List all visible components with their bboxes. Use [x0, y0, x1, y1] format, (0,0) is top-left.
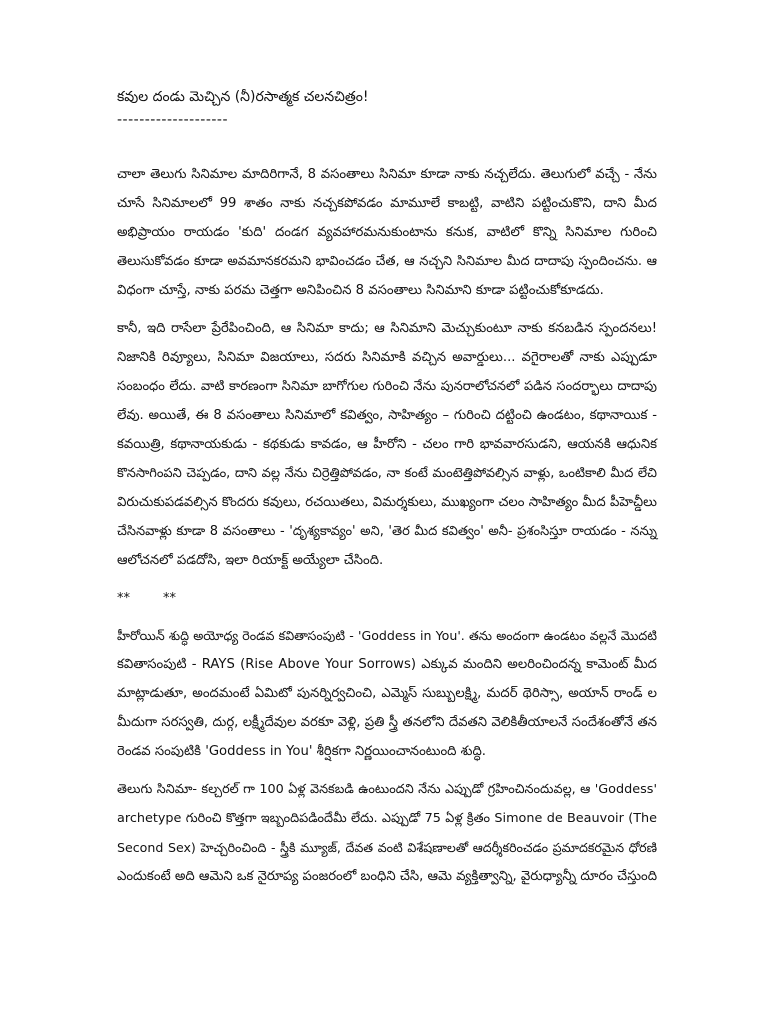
paragraph-line: అభిప్రాయం రాయడం 'కుది' దండగ వ్యవహారమనుకుంటాను కనుక, వాటిలో కొన్ని సినిమాల గురించి	[117, 225, 657, 240]
paragraph-line: చేసినవాళ్లు కూడా 8 వసంతాలు - 'దృశ్యకావ్యం' అని, 'తెర మీద కవిత్వం' అనీ- ప్రశంసిస్తూ రాయడం - నన్ను	[117, 524, 657, 539]
paragraph-line: చాలా తెలుగు సినిమాల మాదిరిగానే, 8 వసంతాలు సినిమా కూడా నాకు నచ్చలేదు. తెలుగులో వచ్చే - నేను	[117, 167, 657, 182]
paragraph-line: తెలుగు సినిమా- కల్చరల్ గా 100 ఏళ్ల వెనకబడి ఉంటుందని నేను ఎప్పుడో గ్రహించినందువల్ల, ఆ 'Goddess'	[117, 782, 657, 797]
paragraph-line: విరుచుకుపడవల్సిన కొందరు కవులు, రచయితలు, విమర్శకులు, ముఖ్యంగా చలం సాహిత్యం మీద పీహెచ్డీలు	[117, 495, 657, 510]
paragraph-line: రెండవ సంపుటికి 'Goddess in You' శీర్షికగా నిర్ణయించానంటుంది శుద్ధి.	[117, 744, 487, 759]
paragraph-1	[117, 160, 657, 305]
paragraph-line: మీదుగా సరస్వతి, దుర్గ, లక్ష్మీదేవుల వరకూ వెళ్లి, ప్రతి స్త్రీ తనలోని దేవతని వెలికితీయాలనే సందేశంతోనే తన	[117, 715, 657, 730]
section-separator: ** **	[117, 591, 177, 606]
title-underline-rule: --------------------	[117, 112, 229, 128]
document-title: కవుల దండు మెచ్చిన (నీ)రసాత్మక చలనచిత్రం!	[117, 89, 369, 105]
paragraph-3	[117, 621, 657, 766]
paragraph-line: ఆలోచనలో పడదోసి, ఇలా రియాక్ట్ అయ్యేలా చేసింది.	[117, 553, 384, 568]
paragraph-line: మాట్లాడుతూ, అందమంటే ఏమిటో పునర్నిర్వచించి, ఎమ్మెస్ సుబ్బులక్ష్మి, మదర్ థెరిస్సా, అయాన్ రాండ్ ల	[117, 686, 657, 701]
paragraph-line: హీరోయిన్ శుద్ధి అయోధ్య రెండవ కవితాసంపుటి - 'Goddess in You'. తను అందంగా ఉండటం వల్లనే మొదటి	[117, 628, 657, 643]
paragraph-line: కానీ, ఇది రాసేలా ప్రేరేపించింది, ఆ సినిమా కాదు; ఆ సినిమాని మెచ్చుకుంటూ నాకు కనబడిన స్పందనలు!	[117, 321, 657, 336]
document-page	[117, 86, 657, 900]
paragraph-line: archetype గురించి కొత్తగా ఇబ్బందిపడిందేమీ లేదు. ఎప్పుడో 75 ఏళ్ల క్రితం Simone de Beauvoir (The	[117, 811, 657, 826]
paragraph-line: కొనసాగింపని చెప్పడం, దాని వల్ల నేను చిర్రెత్తిపోవడం, నా కంటే మంటెత్తిపోవల్సిన వాళ్లు, ఒంటికాలి మీద లేచి	[117, 466, 657, 481]
paragraph-line: ఎందుకంటే అది ఆమెని ఒక నైరూప్య పంజరంలో బంధిని చేసి, ఆమె వ్యక్తిత్వాన్ని, వైరుధ్యాన్నీ దూరం చేస్తుంది	[117, 869, 658, 884]
paragraph-2	[117, 314, 657, 575]
paragraph-line: లేవు. అయితే, ఈ 8 వసంతాలు సినిమాలో కవిత్వం, సాహిత్యం – గురించి దట్టించి ఉండటం, కథానాయిక -	[117, 408, 657, 423]
paragraph-line: కవితాసంపుటి - RAYS (Rise Above Your Sorrows) ఎక్కువ మందిని అలరించిందన్న కామెంట్ మీద	[117, 657, 657, 672]
paragraph-4	[117, 775, 657, 891]
paragraph-line: Second Sex) హెచ్చరించింది - స్త్రీకి మ్యూజ్, దేవత వంటి విశేషణాలతో ఆదర్శీకరించడం ప్రమాదకరమైన ధోరణి	[117, 840, 657, 855]
paragraph-line: నిజానికి రివ్యూలు, సినిమా విజయాలు, సదరు సినిమాకి వచ్చిన అవార్డులు... వగైరాలతో నాకు ఎప్పుడూ	[117, 350, 657, 365]
paragraph-line: విధంగా చూస్తే, నాకు పరమ చెత్తగా అనిపించిన 8 వసంతాలు సినిమాని కూడా పట్టించుకోకూడదు.	[117, 283, 604, 298]
paragraph-line: తెలుసుకోవడం కూడా అవమానకరమని భావించడం చేత, ఆ నచ్చని సినిమాల మీద దాదాపు స్పందించను. ఆ	[117, 254, 657, 269]
paragraph-line: చూసే సినిమాలలో 99 శాతం నాకు నచ్చకపోవడం మామూలే కాబట్టి, వాటిని పట్టించుకొని, దాని మీద	[117, 196, 657, 211]
paragraph-line: సంబంధం లేదు. వాటి కారణంగా సినిమా బాగోగుల గురించి నేను పునరాలోచనలో పడిన సందర్భాలు దాదాపు	[117, 379, 657, 394]
paragraph-line: కవయిత్రి, కథానాయకుడు - కథకుడు కావడం, ఆ హీరోని - చలం గారి భావవారసుడని, ఆయనకి ఆధునిక	[117, 437, 657, 452]
